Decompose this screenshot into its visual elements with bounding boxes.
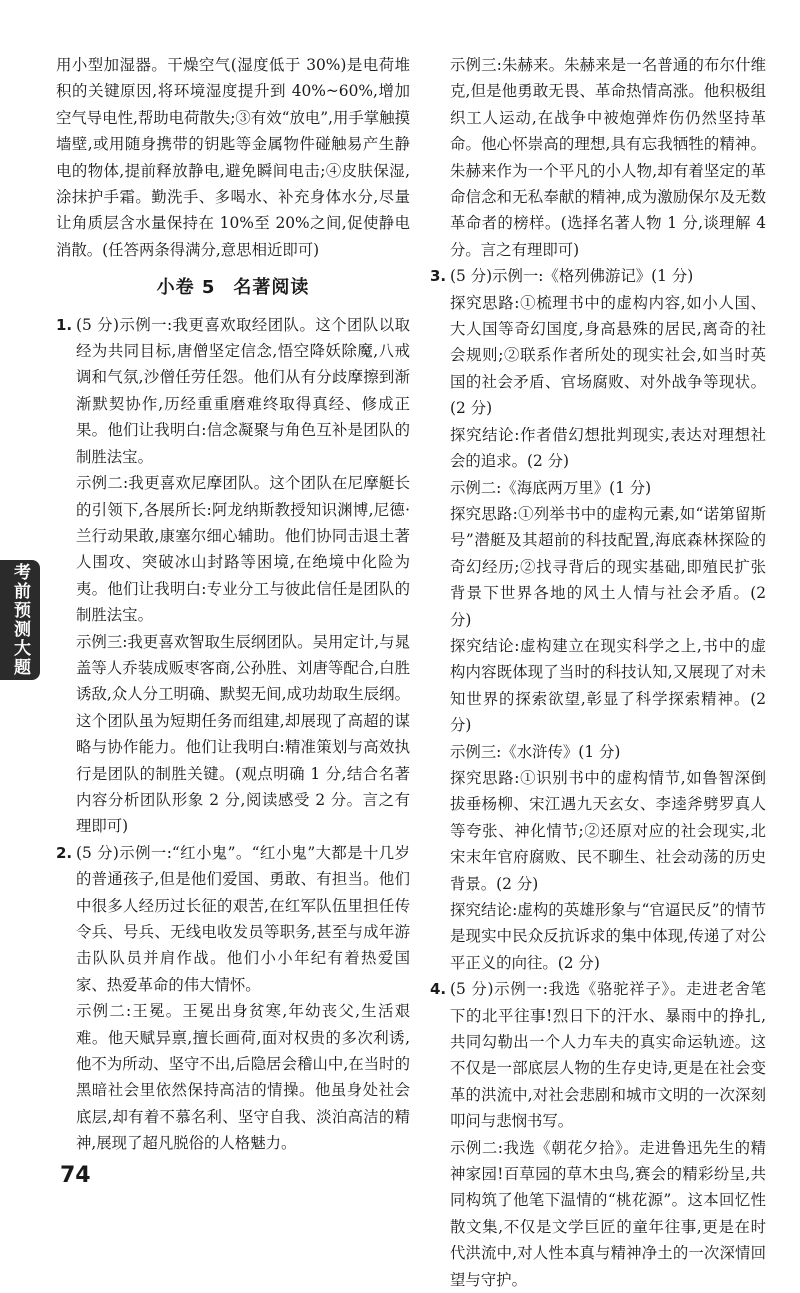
- question-4-example-2: 示例二:我选《朝花夕拾》。走进鲁迅先生的精神家园!百草园的草木虫鸟,赛会的精彩纷呈,共同构筑了他笔下温情的“桃花源”。这本回忆性散文集,不仅是文学巨匠的童年往事,更是在时代洪流中,对人性本真与精神净土的一次深情回望与守护。: [450, 1138, 766, 1289]
- question-2-example-2: 示例二:王冕。王冕出身贫寒,年幼丧父,生活艰难。他天赋异禀,擅长画荷,面对权贵的多次利诱,他不为所动、坚守不出,后隐居会稽山中,在当时的黑暗社会里依然保持高洁的情操。他虽身处社会底层,却有着不慕名利、坚守自我、淡泊高洁的精神,展现了超凡脱俗的人格魅力。: [76, 1002, 410, 1153]
- intro-paragraph: 用小型加湿器。干燥空气(湿度低于 30%)是电荷堆积的关键原因,将环境湿度提升到 40%~60%,增加空气导电性,帮助电荷散失;③有效“放电”,用手掌触摸墙壁,或用随身携带的钥匙等金属物件碰触易产生静电的物体,提前释放静电,避免瞬间电击;④皮肤保湿,涂抹护手霜。勤洗手、多喝水、补充身体水分,尽量让角质层含水量保持在 10%至 20%之间,促使静电消散。(任答两条得满分,意思相近即可): [56, 56, 410, 259]
- question-3-approach-1: 探究思路:①梳理书中的虚构内容,如小人国、大人国等奇幻国度,身高悬殊的居民,离奇的社会规则;②联系作者所处的现实社会,如当时英国的社会矛盾、官场腐败、对外战争等现状。(2 分): [450, 293, 766, 418]
- question-number: 1.: [56, 315, 73, 334]
- question-2-example-1: (5 分)示例一:“红小鬼”。“红小鬼”大都是十几岁的普通孩子,但是他们爱国、勇敢、有担当。他们中很多人经历过长征的艰苦,在红军队伍里担任传令兵、号兵、无线电收发员等职务,甚至与成年游击队队员并肩作战。他们小小年纪有着热爱国家、热爱革命的伟大情怀。: [76, 843, 410, 994]
- question-number: 4.: [430, 980, 447, 999]
- question-number: 2.: [56, 843, 73, 862]
- question-3-conclusion-3: 探究结论:虚构的英雄形象与“官逼民反”的情节是现实中民众反抗诉求的集中体现,传递了对公平正义的向往。(2 分): [450, 901, 766, 972]
- question-4: [430, 976, 766, 1134]
- section-title-number: 小卷 5: [156, 277, 216, 299]
- question-2: [56, 840, 410, 998]
- left-column: [56, 52, 410, 1157]
- question-3-example-1: (5 分)示例一:《格列佛游记》(1 分): [450, 267, 694, 286]
- question-3-approach-3: 探究思路:①识别书中的虚构情节,如鲁智深倒拔垂杨柳、宋江遇九天玄女、李逵斧劈罗真人等夸张、神化情节;②还原对应的社会现实,北宋末年官府腐败、民不聊生、社会动荡的历史背景。(2 分): [450, 768, 766, 893]
- question-1-example-3: 示例三:我更喜欢智取生辰纲团队。吴用定计,与晁盖等人乔装成贩枣客商,公孙胜、刘唐等配合,白胜诱敌,众人分工明确、默契无间,成功劫取生辰纲。这个团队虽为短期任务而组建,却展现了高超的谋略与协作能力。他们让我明白:精准策划与高效执行是团队的制胜关键。(观点明确 1 分,结合名著内容分析团队形象 2 分,阅读感受 2 分。言之有理即可): [76, 632, 410, 836]
- question-4-example-1: (5 分)示例一:我选《骆驼祥子》。走进老舍笔下的北平往事!烈日下的汗水、暴雨中的挣扎,共同勾勒出一个人力车夫的真实命运轨迹。这不仅是一部底层人物的生存史诗,更是在社会变革的洪流中,对社会悲剧和城市文明的一次深刻叩问与悲悯书写。: [450, 980, 766, 1131]
- question-number: 3.: [430, 267, 447, 286]
- question-3-conclusion-2: 探究结论:虚构建立在现实科学之上,书中的虚构内容既体现了当时的科技认知,又展现了对未知世界的探索欲望,彰显了科学探索精神。(2 分): [450, 636, 766, 735]
- side-tab: 考前预测大题: [0, 560, 40, 680]
- section-title-text: 名著阅读: [233, 277, 310, 299]
- page-number: 74: [60, 1163, 91, 1188]
- question-3-approach-2: 探究思路:①列举书中的虚构元素,如“诺第留斯号”潜艇及其超前的科技配置,海底森林探险的奇幻经历;②找寻背后的现实基础,即殖民扩张背景下世界各地的风土人情与社会矛盾。(2 分): [450, 504, 766, 629]
- question-3-example-2: 示例二:《海底两万里》(1 分): [450, 478, 652, 497]
- question-2-example-3: 示例三:朱赫来。朱赫来是一名普通的布尔什维克,但是他勇敢无畏、革命热情高涨。他积极组织工人运动,在战争中被炮弹炸伤仍然坚持革命。他心怀崇高的理想,具有忘我牺牲的精神。朱赫来作为一个平凡的小人物,却有着坚定的革命信念和无私奉献的精神,成为激励保尔及无数革命者的榜样。(选择名著人物 1 分,谈理解 4 分。言之有理即可): [450, 56, 766, 259]
- question-3-example-3: 示例三:《水浒传》(1 分): [450, 742, 621, 761]
- question-1-example-1: (5 分)示例一:我更喜欢取经团队。这个团队以取经为共同目标,唐僧坚定信念,悟空降妖除魔,八戒调和气氛,沙僧任劳任怨。他们从有分歧摩擦到渐渐默契协作,历经重重磨难终取得真经、修成正果。他们让我明白:信念凝聚与角色互补是团队的制胜法宝。: [76, 315, 410, 466]
- question-3-conclusion-1: 探究结论:作者借幻想批判现实,表达对理想社会的追求。(2 分): [450, 425, 766, 471]
- right-column: [430, 52, 766, 1293]
- section-title: [56, 275, 410, 301]
- question-3: [430, 263, 766, 289]
- question-1-example-2: 示例二:我更喜欢尼摩团队。这个团队在尼摩艇长的引领下,各展所长:阿龙纳斯教授知识渊博,尼德·兰行动果敢,康塞尔细心辅助。他们协同击退土著人围攻、突破冰山封路等困境,在绝境中化险为夷。他们让我明白:专业分工与彼此信任是团队的制胜法宝。: [76, 474, 410, 625]
- question-1: [56, 312, 410, 470]
